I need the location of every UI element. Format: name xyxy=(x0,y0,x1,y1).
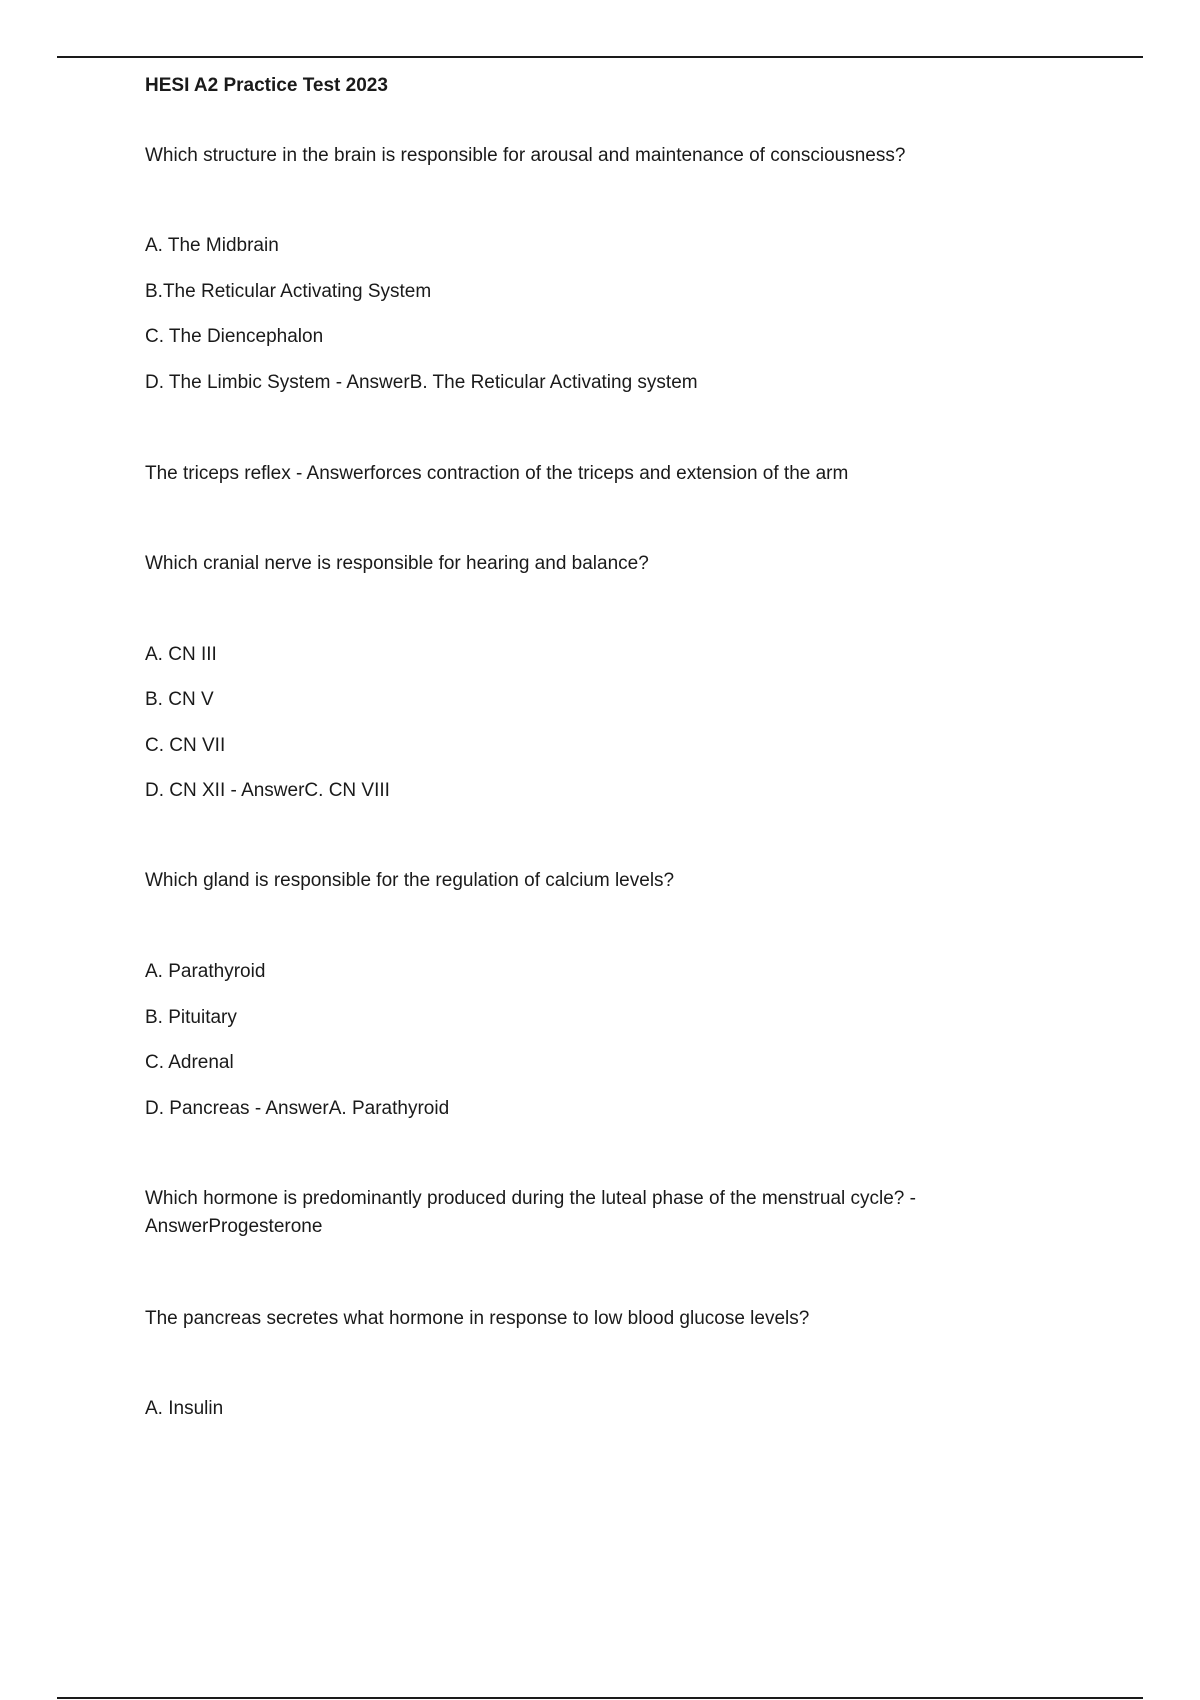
question-1-option-d-answer: D. The Limbic System - AnswerB. The Reticular Activating system xyxy=(145,372,698,393)
question-3-option-a: A. CN III xyxy=(145,644,217,665)
document-title: HESI A2 Practice Test 2023 xyxy=(145,75,388,96)
question-3-option-c: C. CN VII xyxy=(145,735,226,756)
question-1-option-a: A. The Midbrain xyxy=(145,235,279,256)
question-1-option-b: B.The Reticular Activating System xyxy=(145,281,432,302)
bottom-rule xyxy=(57,1697,1143,1699)
question-4-option-d-answer: D. Pancreas - AnswerA. Parathyroid xyxy=(145,1098,450,1119)
question-4-option-b: B. Pituitary xyxy=(145,1007,237,1028)
question-2: The triceps reflex - Answerforces contraction of the triceps and extension of the arm xyxy=(145,463,849,484)
question-6-option-a: A. Insulin xyxy=(145,1398,224,1419)
question-3-option-b: B. CN V xyxy=(145,689,214,710)
question-4-option-a: A. Parathyroid xyxy=(145,961,266,982)
question-1: Which structure in the brain is responsible for arousal and maintenance of consciousness? xyxy=(145,145,906,166)
question-6: The pancreas secretes what hormone in response to low blood glucose levels? xyxy=(145,1308,810,1329)
question-3-option-d-answer: D. CN XII - AnswerC. CN VIII xyxy=(145,780,390,801)
question-4-option-c: C. Adrenal xyxy=(145,1052,234,1073)
question-4: Which gland is responsible for the regulation of calcium levels? xyxy=(145,870,675,891)
question-5-line-1: Which hormone is predominantly produced during the luteal phase of the menstrual cycle? - xyxy=(145,1188,916,1209)
question-5-answer: AnswerProgesterone xyxy=(145,1216,323,1237)
question-3: Which cranial nerve is responsible for hearing and balance? xyxy=(145,553,649,574)
top-rule xyxy=(57,56,1143,58)
question-1-option-c: C. The Diencephalon xyxy=(145,326,324,347)
document-body xyxy=(145,72,1005,1419)
